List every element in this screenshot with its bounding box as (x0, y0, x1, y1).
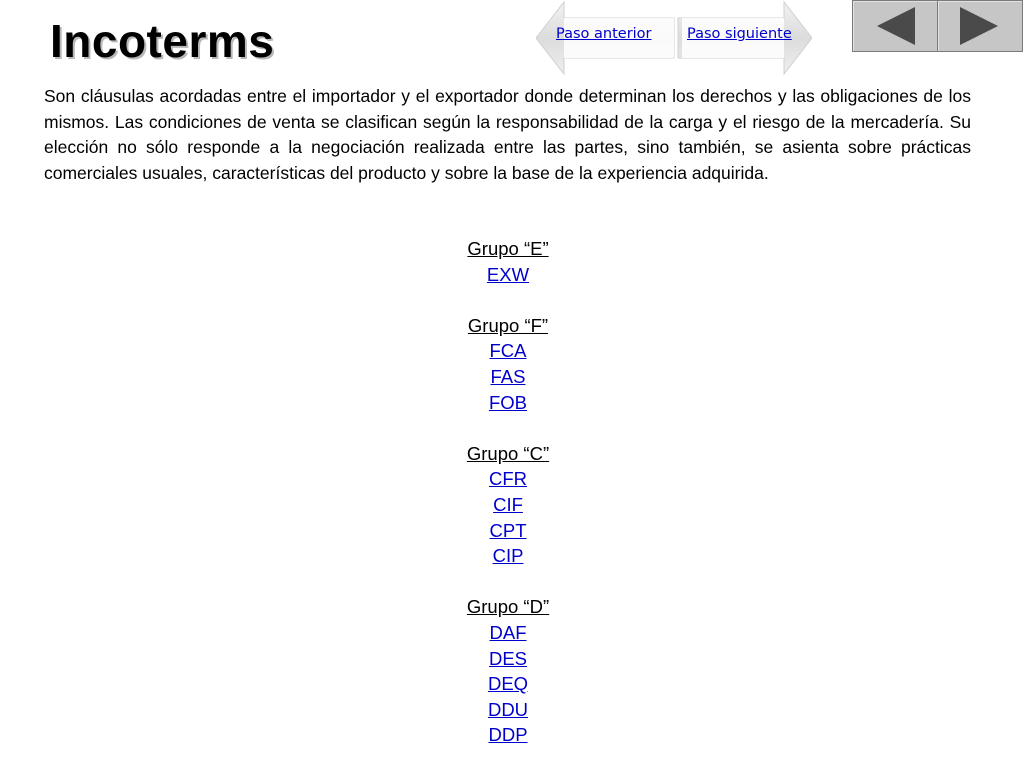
term-link-cfr[interactable]: CFR (488, 468, 528, 490)
previous-slide-button[interactable] (852, 0, 938, 52)
group-c-title[interactable]: Grupo “C” (466, 442, 550, 464)
spacer (308, 415, 708, 441)
term-link-deq[interactable]: DEQ (487, 673, 529, 695)
term-link-fob[interactable]: FOB (488, 391, 528, 413)
term-link-ddu[interactable]: DDU (487, 698, 529, 720)
term-link-des[interactable]: DES (488, 647, 528, 669)
term-link-cif[interactable]: CIF (493, 493, 523, 515)
term-link-cip[interactable]: CIP (492, 545, 524, 567)
group-e-title[interactable]: Grupo “E” (467, 238, 549, 259)
slide-navigation (852, 0, 1022, 52)
term-link-daf[interactable]: DAF (489, 621, 527, 643)
step-navigation (536, 0, 812, 76)
incoterm-groups (308, 236, 708, 748)
term-link-exw[interactable]: EXW (486, 263, 530, 285)
triangle-right-icon (938, 1, 1022, 51)
page-title: Incoterms (50, 15, 275, 67)
previous-step-link[interactable]: Paso anterior (556, 26, 652, 42)
group-d-title[interactable]: Grupo “D” (466, 596, 550, 618)
next-slide-button[interactable] (937, 0, 1023, 52)
group-f-title[interactable]: Grupo “F” (467, 314, 549, 336)
spacer (308, 287, 708, 313)
intro-paragraph: Son cláusulas acordadas entre el importador y el exportador donde determinan los derechos y las obligaciones de los mismos. Las condiciones de venta se clasifican según la responsabilidad de la carga y el riesgo de la mercadería. Su elección no sólo responde a la negociación realizada entre las partes, sino también, se asienta sobre prácticas comerciales usuales, características del producto y sobre la base de la experiencia adquirida. (44, 86, 971, 183)
term-link-fca[interactable]: FCA (489, 340, 527, 362)
term-link-ddp[interactable]: DDP (488, 724, 528, 746)
term-link-fas[interactable]: FAS (490, 365, 526, 387)
next-step-link[interactable]: Paso siguiente (687, 26, 792, 42)
spacer (308, 569, 708, 595)
term-link-cpt[interactable]: CPT (489, 519, 527, 541)
triangle-left-icon (853, 1, 937, 51)
